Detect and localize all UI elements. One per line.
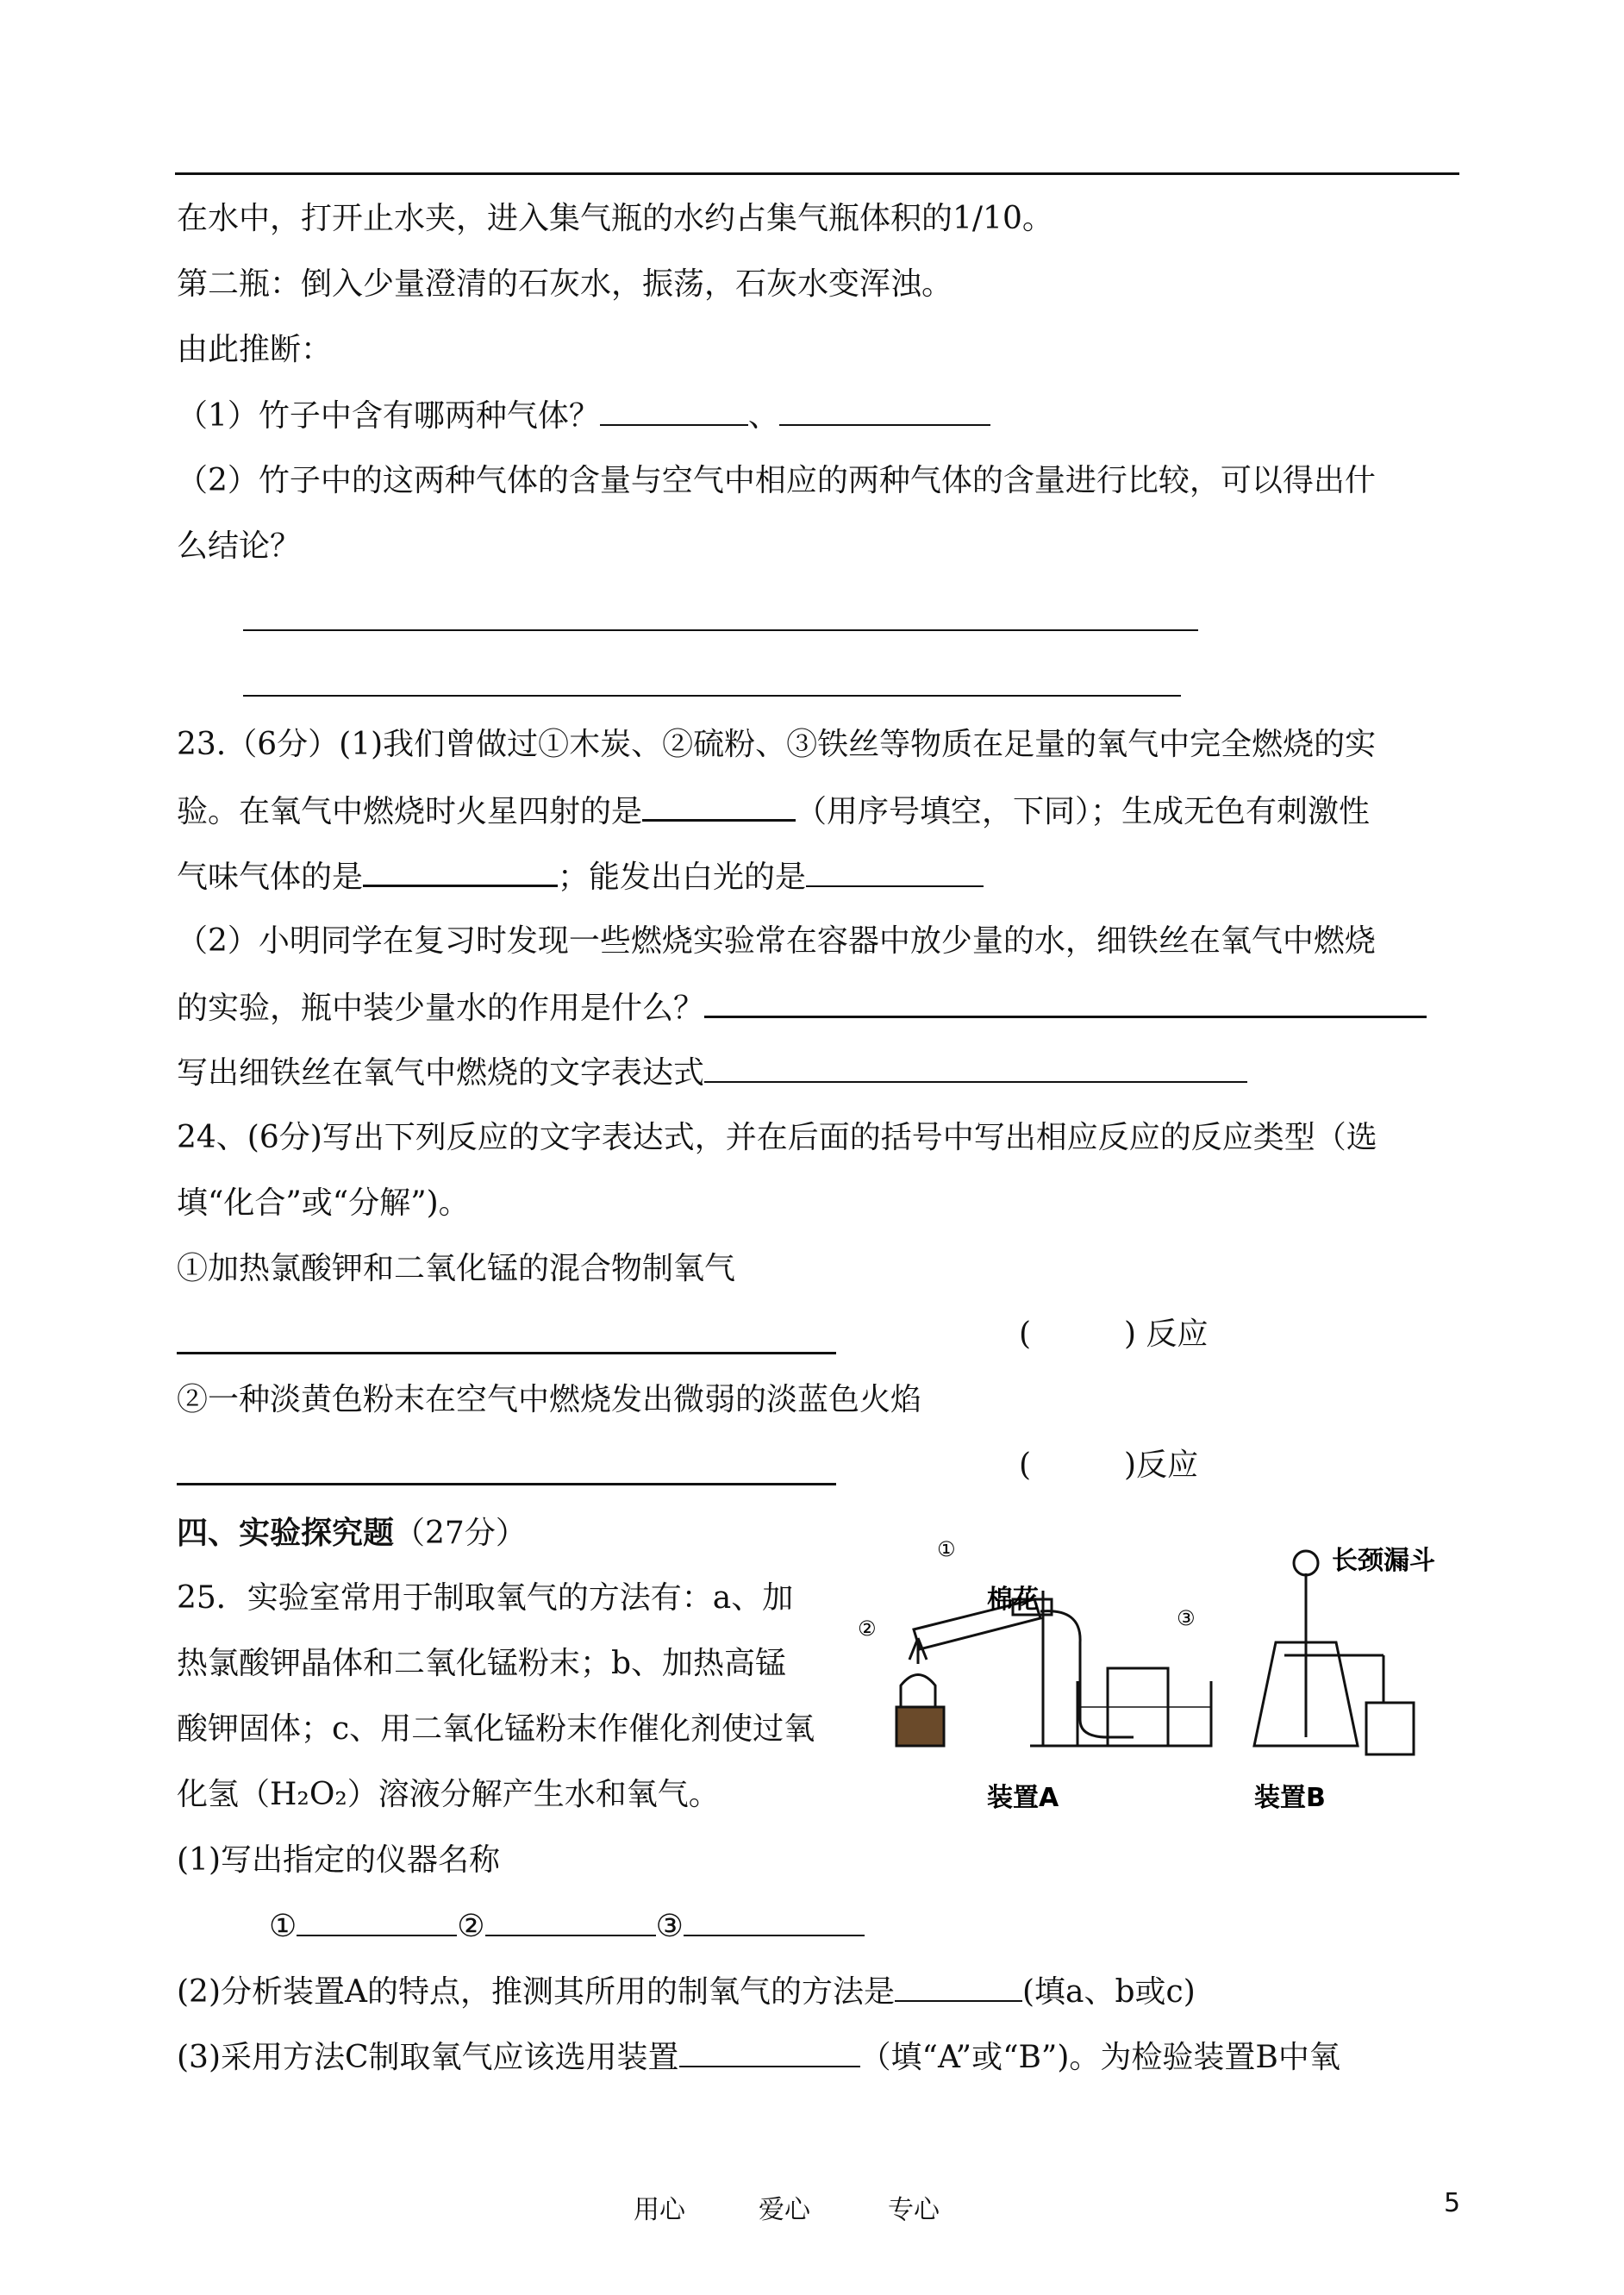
apparatus-diagram bbox=[849, 1537, 1435, 1823]
question-line bbox=[177, 1050, 1247, 1096]
text-line: 么结论？ bbox=[177, 528, 302, 564]
section-score: （27分） bbox=[394, 1516, 527, 1551]
answer-blank[interactable] bbox=[684, 1904, 865, 1936]
label-apparatus-a: 装置A bbox=[987, 1783, 1059, 1813]
answer-blank[interactable] bbox=[779, 393, 990, 426]
question-line bbox=[177, 2035, 1340, 2080]
callout-3: ③ bbox=[1177, 1606, 1196, 1630]
question-text: 验。在氧气中燃烧时火星四射的是 bbox=[177, 794, 643, 829]
text-line: 由此推断： bbox=[177, 332, 333, 367]
text-line: （2）竹子中的这两种气体的含量与空气中相应的两种气体的含量进行比较，可以得出什 bbox=[177, 463, 1376, 498]
section-heading bbox=[177, 1510, 527, 1556]
separator: 、 bbox=[747, 398, 779, 434]
question-text: （1）竹子中含有哪两种气体？ bbox=[177, 398, 600, 434]
question-line bbox=[177, 788, 1370, 835]
question-line bbox=[269, 1904, 865, 1949]
text-line: 在水中，打开止水夹，进入集气瓶的水约占集气瓶体积的1/10。 bbox=[177, 201, 1053, 236]
answer-blank[interactable] bbox=[704, 985, 1427, 1018]
page-number: 5 bbox=[1444, 2188, 1461, 2218]
lamp-block bbox=[896, 1707, 944, 1746]
question-line bbox=[177, 854, 984, 900]
footer-text: 用心 bbox=[634, 2195, 685, 2225]
answer-blank[interactable] bbox=[704, 1050, 1247, 1083]
flame bbox=[909, 1638, 927, 1664]
answer-blank[interactable] bbox=[895, 1969, 1022, 2002]
label-funnel: 长颈漏斗 bbox=[1332, 1546, 1435, 1576]
item-number: ② bbox=[457, 1909, 485, 1944]
answer-blank[interactable] bbox=[642, 788, 796, 822]
text-line: 填“化合”或“分解”)。 bbox=[177, 1185, 470, 1221]
text-line: 24、(6分)写出下列反应的文字表达式，并在后面的括号中写出相应反应的反应类型（选 bbox=[177, 1120, 1377, 1155]
label-cotton: 棉花 bbox=[987, 1585, 1039, 1615]
answer-blank[interactable] bbox=[600, 393, 748, 426]
text-line: 酸钾固体；c、用二氧化锰粉末作催化剂使过氧 bbox=[177, 1711, 815, 1747]
answer-line[interactable] bbox=[177, 1352, 836, 1354]
answer-blank[interactable] bbox=[806, 854, 984, 887]
text-line: 23.（6分）(1)我们曾做过①木炭、②硫粉、③铁丝等物质在足量的氧气中完全燃烧的实 bbox=[177, 727, 1377, 762]
question-text: ；能发出白光的是 bbox=[558, 860, 807, 895]
alcohol-lamp bbox=[901, 1675, 935, 1708]
question-text: (2)分析装置A的特点，推测其所用的制氧气的方法是 bbox=[177, 1974, 895, 2010]
text-line: （2）小明同学在复习时发现一些燃烧实验常在容器中放少量的水，细铁丝在氧气中燃烧 bbox=[177, 923, 1376, 959]
reaction-type-blank[interactable]: ( ) 反应 bbox=[1019, 1316, 1209, 1352]
text-line: 第二瓶：倒入少量澄清的石灰水，振荡，石灰水变浑浊。 bbox=[177, 266, 953, 302]
reaction-type-blank[interactable]: ( )反应 bbox=[1019, 1448, 1199, 1483]
answer-line[interactable] bbox=[243, 695, 1181, 697]
question-text: （填“A”或“B”)。为检验装置B中氧 bbox=[859, 2040, 1340, 2075]
text-line: 25．实验室常用于制取氧气的方法有：a、加 bbox=[177, 1580, 794, 1616]
question-text: (3)采用方法C制取氧气应该选用装置 bbox=[177, 2040, 679, 2075]
item-number: ① bbox=[269, 1909, 297, 1944]
question-text: 写出细铁丝在氧气中燃烧的文字表达式 bbox=[177, 1055, 705, 1091]
footer-text: 专心 bbox=[888, 2195, 940, 2225]
section-title: 四、实验探究题 bbox=[177, 1515, 395, 1551]
answer-blank[interactable] bbox=[363, 854, 558, 887]
text-line: (1)写出指定的仪器名称 bbox=[177, 1842, 500, 1878]
text-line: ①加热氯酸钾和二氧化锰的混合物制氧气 bbox=[177, 1251, 736, 1286]
answer-line[interactable] bbox=[243, 629, 1198, 631]
answer-blank[interactable] bbox=[297, 1904, 457, 1936]
question-text: (填a、b或c) bbox=[1022, 1974, 1196, 2010]
text-line: ②一种淡黄色粉末在空气中燃烧发出微弱的淡蓝色火焰 bbox=[177, 1382, 922, 1417]
callout-1: ① bbox=[937, 1537, 956, 1561]
gas-bottle bbox=[1366, 1703, 1414, 1754]
answer-blank[interactable] bbox=[485, 1904, 656, 1936]
header-rule bbox=[175, 172, 1459, 175]
question-text: 的实验，瓶中装少量水的作用是什么？ bbox=[177, 991, 705, 1026]
question-line bbox=[177, 985, 1427, 1031]
label-apparatus-b: 装置B bbox=[1254, 1783, 1326, 1813]
funnel-bulb bbox=[1294, 1551, 1318, 1575]
footer-text: 爱心 bbox=[759, 2195, 810, 2225]
answer-blank[interactable] bbox=[679, 2035, 860, 2067]
delivery-tube bbox=[1040, 1611, 1134, 1737]
question-line bbox=[177, 1969, 1196, 2015]
question-text: 气味气体的是 bbox=[177, 860, 364, 895]
question-line bbox=[177, 393, 990, 439]
answer-line[interactable] bbox=[177, 1483, 836, 1485]
callout-2: ② bbox=[858, 1617, 877, 1641]
item-number: ③ bbox=[655, 1909, 684, 1944]
text-line: 热氯酸钾晶体和二氧化锰粉末；b、加热高锰 bbox=[177, 1646, 787, 1681]
question-text: （用序号填空，下同）；生成无色有刺激性 bbox=[796, 794, 1371, 829]
text-line: 化氢（H₂O₂）溶液分解产生水和氧气。 bbox=[177, 1777, 720, 1812]
